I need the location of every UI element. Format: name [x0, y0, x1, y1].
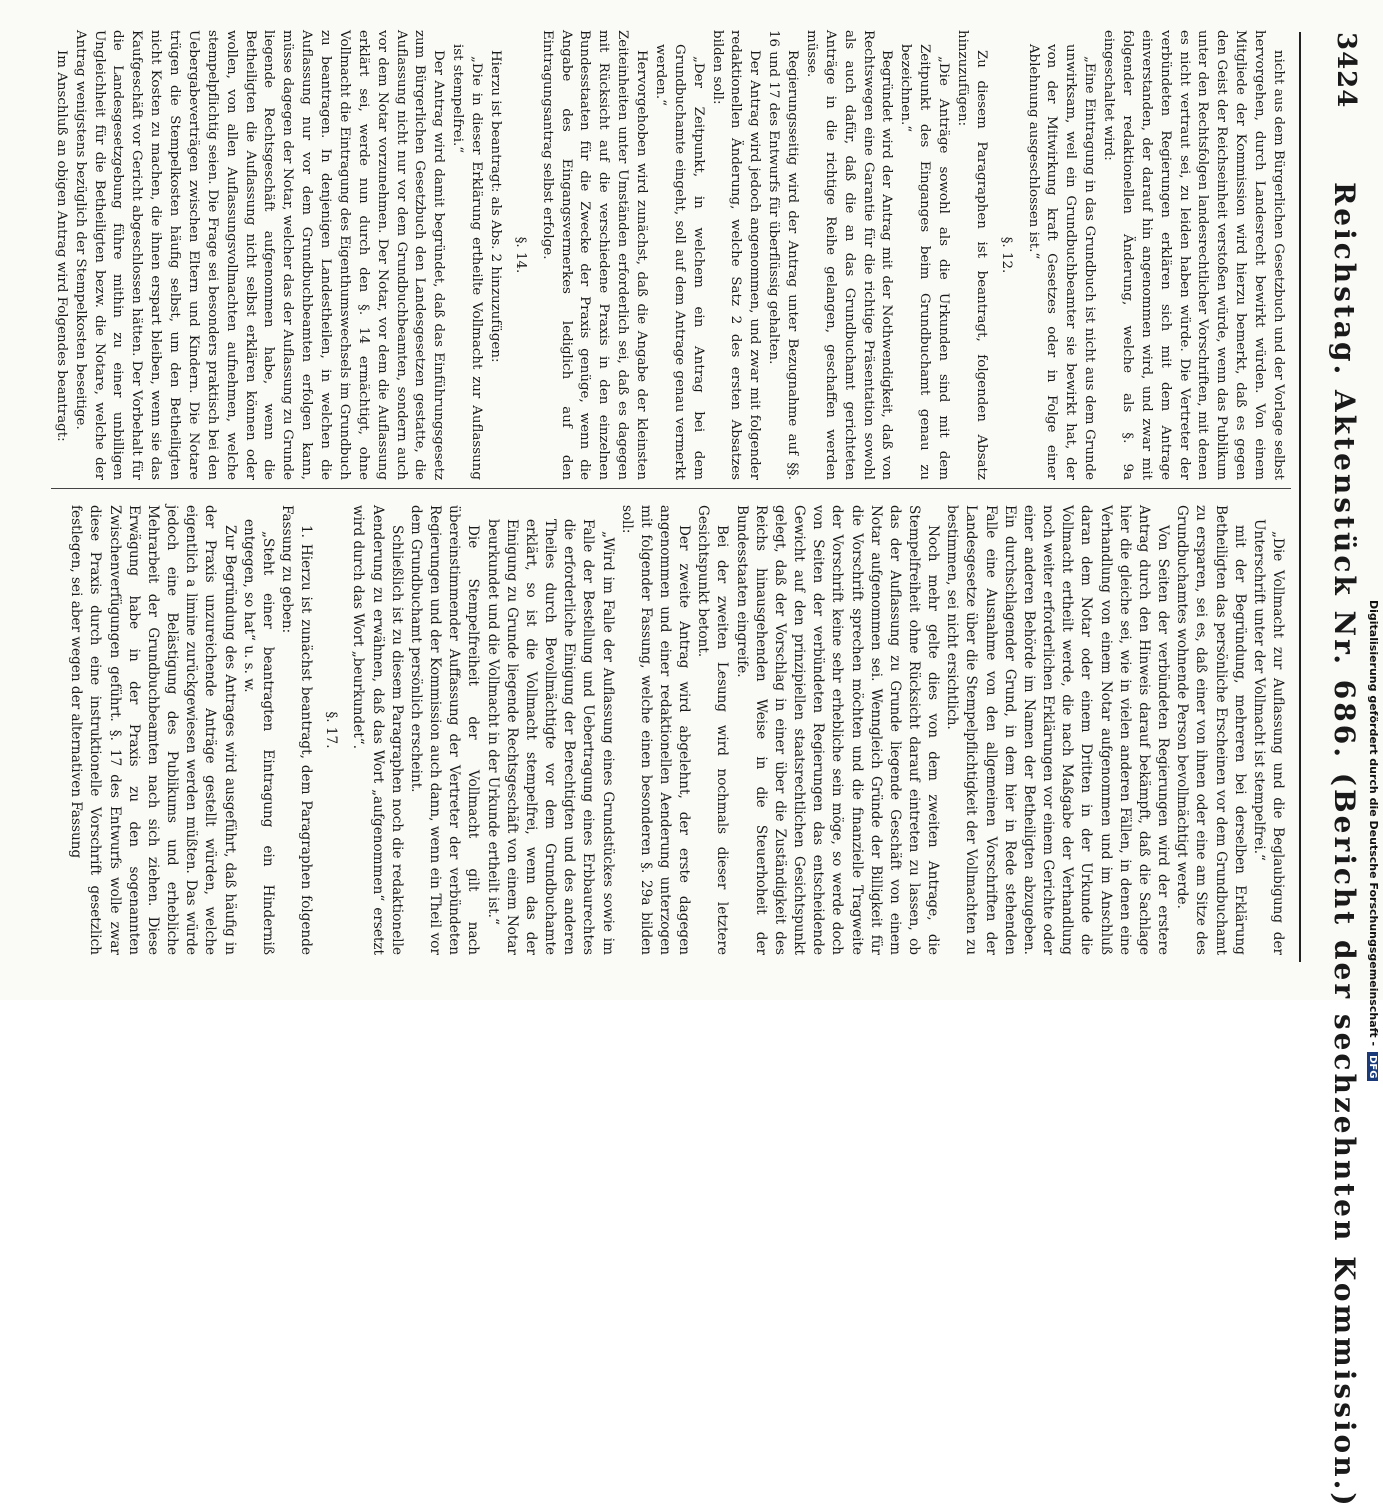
section-heading: §. 17.	[323, 711, 340, 749]
paragraph: Regierungsseitig wird der Antrag unter Bezugnahme auf §§. 16 und 17 des Entwurfs für überflüssig gehalten.	[766, 30, 801, 480]
paragraph: Noch mehr gelte dies von dem zweiten Antrage, die Stempelfreiheit ohne Rücksicht darauf eintreten zu lassen, ob das der Auflassung zu Grunde liegende Geschäft von einem Notar aufgenommen sei. Wenngleich Gründe der Billigkeit für die Vorschrift sprechen möchten und die finanzielle Tragweite der Vorschrift keine sehr erhebliche sein möge, so werde doch von Seiten der verbündeten Regierungen das entscheidende Gewicht auf den prinzipiellen staatsrechtlichen Gesichtspunkt gelegt, daß der Vorschlag in einer über die Zuständigkeit des Reichs hinausgehenden Weise in die Steuerhoheit der Bundesstaaten eingreife.	[733, 505, 942, 955]
paragraph: Zu diesem Paragraphen ist beantragt, folgenden Absatz hinzuzufügen:	[955, 30, 989, 480]
paragraph: Der zweite Antrag wird abgelehnt, der erste dagegen angenommen und einer redaktionellen Aenderung unterzogen mit folgender Fassung, welche einen besonderen §. 29a bilden soll:	[618, 505, 693, 955]
left-column	[51, 30, 1287, 480]
quoted-provision: „Wird im Falle der Auflassung eines Grundstückes sowie im Falle der Bestellung und Uebertragung eines Erbbaurechtes die erforderliche Einigung der Berechtigten und des anderen Theiles durch Bevollmächtigte vor dem Grundbuchamte erklärt, so ist die Vollmacht stempelfrei, wenn das der Einigung zu Grunde liegende Rechtsgeschäft von einem Notar beurkundet und die Vollmacht in der Urkunde ertheilt ist.“	[484, 519, 616, 955]
paragraph: Bei der zweiten Lesung wird nochmals dieser letztere Gesichtspunkt betont.	[695, 505, 731, 955]
paragraph: Im Anschluß an obigen Antrag wird Folgendes beantragt:	[53, 50, 69, 442]
page-header	[1305, 32, 1365, 1509]
header-rule	[1299, 32, 1301, 962]
section-heading: §. 12.	[998, 236, 1014, 274]
paragraph: Hervorgehoben wird zunächst, daß die Angabe der kleinsten Zeiteinheiten unter Umständen erforderlich sei, daß es dagegen mit Rücksicht auf die verschiedene Praxis in den einzelnen Bundesstaaten für die Zwecke der Praxis genüge, wenn die Angabe des Eingangsvermerkes lediglich auf den Eintragungsantrag selbst erfolge.	[539, 30, 650, 480]
paragraph: Der Antrag wird jedoch angenommen, und zwar mit folgender redaktionellen Änderung, welche Satz 2 des ersten Absatzes bilden soll:	[709, 30, 763, 480]
paragraph: Die Stempelfreiheit der Vollmacht gilt nach übereinstimmender Auffassung der Vertreter der verbündeten Regierungen und der Kommission auch dann, wenn ein Theil vor dem Grundbuchamt persönlich erscheint.	[407, 505, 482, 955]
paragraph: Der Antrag wird damit begründet, daß das Einführungsgesetz zum Bürgerlichen Gesetzbuch den Landesgesetzen gestatte, die Auflassung nicht nur vor dem Grundbuchbeamten, sondern auch vor dem Notar vorzunehmen. Der Notar, vor dem die Auflassung erklärt sei, werde nun durch den §. 14 ermächtigt, ohne Vollmacht die Eintragung des Eigenthumswechsels im Grundbuch zu beantragen. In denjenigen Landestheilen, in welchen die Auflassung nur vor dem Grundbuchbeamten erfolgen kann, müsse dagegen der Notar, welcher das der Auflassung zu Grunde liegende Rechtsgeschäft aufgenommen habe, wenn die Betheiligten die Auflassung nicht selbst erklären können oder wollen, von allen Auflassungsvollmachten aufnehmen, welche stempelpflichtig seien. Die Frage sei besonders praktisch bei den Uebergabeverträgen zwischen Eltern und Kindern. Die Notare trügen die Stempelkosten häufig selbst, um den Betheiligten nicht Kosten zu machen, die ihnen erspart bleiben, wenn sie das Kaufgeschäft vor Gericht abgeschlossen hätten. Der Vorbehalt für die Landesgesetzgebung führe mithin zu einer unbilligen Ungleichheit für die Betheiligten bezw. die Notare, welche der Antrag wenigstens bezüglich der Stempelkosten beseitige.	[72, 30, 447, 480]
paragraph: Zur Begründung des Antrages wird ausgeführt, daß häufig in der Praxis unzureichende Anträge gestellt würden, welche eigentlich a limine zurückgewiesen werden müßten. Das würde jedoch eine Belästigung des Publikums und erhebliche Mehrarbeit der Grundbuchbeamten nach sich ziehen. Diese Erwägung habe in der Praxis zu den sogenannten Zwischenverfügungen geführt. §. 17 des Entwurfs wolle zwar diese Praxis durch eine instruktionelle Vorschrift gesetzlich festlegen, sei aber wegen der alternativen Fassung	[68, 505, 238, 955]
paragraph: Von Seiten der verbündeten Regierungen wird der erstere Antrag durch den Hinweis darauf bekämpft, daß die Sachlage hier die gleiche sei, wie in vielen anderen Fällen, in denen eine Verhandlung von einem Notar aufgenommen und im Anschluß daran dem Notar oder einem Dritten in der Urkunde die Vollmacht ertheilt werde, die nach Maßgabe der Verhandlung noch weiter erforderlichen Erklärungen vor einem Gerichte oder einer anderen Behörde im Namen der Betheiligten abzugeben. Ein durchschlagender Grund, in dem hier in Rede stehenden Falle eine Ausnahme von den allgemeinen Vorschriften der Landesgesetze über die Stempelpflichtigkeit der Vollmachten zu bestimmen, sei nicht ersichtlich.	[944, 505, 1172, 955]
running-title: Reichstag. Aktenstück Nr. 686. (Bericht der sechzehnten Kommission.)	[1328, 182, 1361, 1509]
quoted-provision: „Die Anträge sowohl als die Urkunden sind mit dem Zeitpunkt des Einganges beim Grundbuchamt genau zu bezeichnen.“	[898, 44, 952, 480]
paragraph: Hierzu ist beantragt: als Abs. 2 hinzuzufügen:	[488, 50, 503, 363]
quoted-provision: „Die in dieser Erklärung ertheilte Vollmacht zur Auflassung ist stempelfrei.“	[450, 44, 485, 480]
dfg-logo: DFG	[1367, 1052, 1378, 1081]
paragraph: 1. Hierzu ist zunächst beantragt, dem Paragraphen folgende Fassung zu geben:	[279, 505, 315, 955]
quoted-provision: „Die Vollmacht zur Auflassung und die Beglaubigung der Unterschrift unter der Vollmacht ist stempelfrei.“	[1250, 519, 1286, 955]
paragraph: mit der Begründung, mehreren bei derselben Erklärung Betheiligten das persönliche Erscheinen vor dem Grundbuchamt zu ersparen, sei es, daß einer von ihnen oder eine am Sitze des Grundbuchamtes wohnende Person bevollmächtigt werde.	[1174, 505, 1248, 955]
paragraph: Schließlich ist zu diesem Paragraphen noch die redaktionelle Aenderung zu erwähnen, daß das Wort „aufgenommen“ ersetzt wird durch das Wort „beurkundet“.	[350, 505, 405, 955]
paragraph: Begründet wird der Antrag mit der Nothwendigkeit, daß von Rechtswegen eine Garantie für die richtige Präsentation sowohl als auch dafür, daß die an das Grundbuchamt gerichteten Anträge in die richtige Reihe gelangen, geschaffen werden müsse.	[804, 30, 895, 480]
section-heading: §. 14.	[512, 236, 528, 274]
quoted-provision: „Der Zeitpunkt, in welchem ein Antrag bei dem Grundbuchamte eingeht, soll auf dem Antrage genau vermerkt werden.“	[653, 44, 706, 480]
digitization-credit	[1362, 600, 1382, 1079]
column-divider	[51, 488, 1291, 489]
page-number: 3424	[1331, 32, 1361, 109]
quoted-provision: „Eine Eintragung in das Grundbuch ist nicht aus dem Grunde unwirksam, weil ein Grundbuchbeamter sie bewirkt hat, der von der Mitwirkung kraft Gesetzes oder in Folge einer Ablehnung ausgeschlossen ist.“	[1025, 44, 1098, 480]
right-column	[66, 505, 1287, 955]
credit-text: Digitalisierung gefördert durch die Deutsche Forschungsgemeinschaft -	[1367, 600, 1380, 1047]
quoted-provision: „Steht einer beantragten Eintragung ein Hinderniß entgegen, so hat“ u. s. w.	[240, 519, 276, 955]
paragraph: nicht aus dem Bürgerlichen Gesetzbuch und der Vorlage selbst hervorgehen, durch Landesrecht bewirkt würden. Von einem Mitgliede der Kommission wird hierzu bemerkt, daß es gegen den Geist der Reichseinheit verstoßen würde, wenn das Publikum unter den Rechtsfolgen landesrechtlicher Vorschriften, mit denen es nicht vertraut sei, zu leiden haben würde. Die Vertreter der verbündeten Regierungen erklären sich mit dem Antrage einverstanden, der darauf hin angenommen wird, und zwar mit folgender redaktionellen Änderung, welche als §. 9a eingeschaltet wird:	[1101, 30, 1286, 480]
